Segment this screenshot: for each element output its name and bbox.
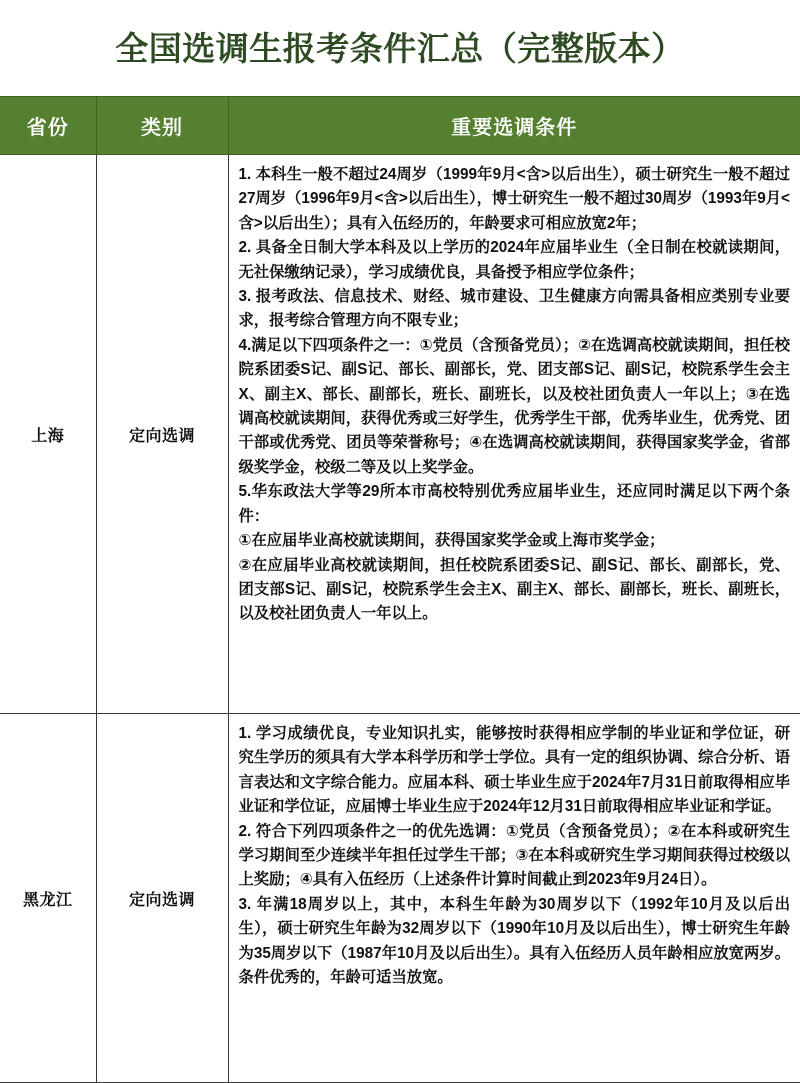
condition-paragraph: ②在应届毕业高校就读期间，担任校院系团委S记、副S记、部长、副部长，党、团支部S记、副S记，校院系学生会主X、副主X、部长、副部长，班长、副班长，以及校社团负责人一年以上。 — [238, 556, 790, 623]
cell-category: 定向选调 — [96, 714, 228, 1083]
condition-paragraph: 2. 符合下列四项条件之一的优先选调：①党员（含预备党员）；②在本科或研究生学习期间至少连续半年担任过学生干部；③在本科或研究生学习期间获得过校级以上奖励；④具有入伍经历（上述条件计算时间截止到2023年9月24日）。 — [238, 822, 790, 889]
table-row — [0, 714, 800, 1083]
cell-conditions — [228, 714, 800, 1083]
table-header-row — [0, 97, 800, 155]
table-body — [0, 155, 800, 1083]
table-row — [0, 155, 800, 714]
column-header-province: 省份 — [0, 97, 96, 155]
cell-category: 定向选调 — [96, 155, 228, 714]
title-bar — [0, 0, 800, 96]
condition-paragraph: 4.满足以下四项条件之一：①党员（含预备党员）；②在选调高校就读期间，担任校院系团委S记、副S记、部长、副部长，党、团支部S记、副S记，校院系学生会主X、副主X、部长、副部长，班长、副班长，以及校社团负责人一年以上；③在选调高校就读期间，获得优秀或三好学生，优秀学生干部，优秀毕业生，优秀党、团干部或优秀党、团员等荣誉称号；④在选调高校就读期间，获得国家奖学金，省部级奖学金，校级二等及以上奖学金。 — [238, 336, 790, 476]
condition-paragraph: ①在应届毕业高校就读期间，获得国家奖学金或上海市奖学金； — [238, 532, 665, 550]
condition-paragraph: 3. 报考政法、信息技术、财经、城市建设、卫生健康方向需具备相应类别专业要求，报考综合管理方向不限专业； — [238, 288, 790, 330]
cell-province: 上海 — [0, 155, 96, 714]
condition-paragraph: 1. 学习成绩优良，专业知识扎实，能够按时获得相应学制的毕业证和学位证，研究生学历的须具有大学本科学历和学士学位。具有一定的组织协调、综合分析、语言表达和文字综合能力。应届本科、硕士毕业生应于2024年7月31日前取得相应毕业证和学位证，应届博士毕业生应于2024年12月31日前取得相应毕业证和学证。 — [238, 725, 790, 816]
condition-paragraph: 5.华东政法大学等29所本市高校特别优秀应届毕业生，还应同时满足以下两个条件： — [238, 483, 790, 525]
condition-paragraph: 2. 具备全日制大学本科及以上学历的2024年应届毕业生（全日制在校就读期间，无社保缴纳记录），学习成绩优良，具备授予相应学位条件； — [238, 239, 790, 281]
condition-paragraph: 3. 年满18周岁以上，其中，本科生年龄为30周岁以下（1992年10月及以后出生），硕士研究生年龄为32周岁以下（1990年10月及以后出生），博士研究生年龄为35周岁以下（1987年10月及以后出生）。具有入伍经历人员年龄相应放宽两岁。条件优秀的，年龄可适当放宽。 — [238, 895, 790, 987]
cell-conditions — [228, 155, 800, 714]
conditions-table — [0, 96, 800, 1083]
column-header-category: 类别 — [96, 97, 228, 155]
condition-paragraph: 1. 本科生一般不超过24周岁（1999年9月<含>以后出生），硕士研究生一般不超过27周岁（1996年9月<含>以后出生），博士研究生一般不超过30周岁（1993年9月<含>以后出生）；具有入伍经历的，年龄要求可相应放宽2年； — [238, 166, 790, 232]
column-header-conditions: 重要选调条件 — [228, 97, 800, 155]
cell-province: 黑龙江 — [0, 714, 96, 1083]
table-header — [0, 97, 800, 155]
page-title: 全国选调生报考条件汇总（完整版本） — [115, 29, 685, 67]
